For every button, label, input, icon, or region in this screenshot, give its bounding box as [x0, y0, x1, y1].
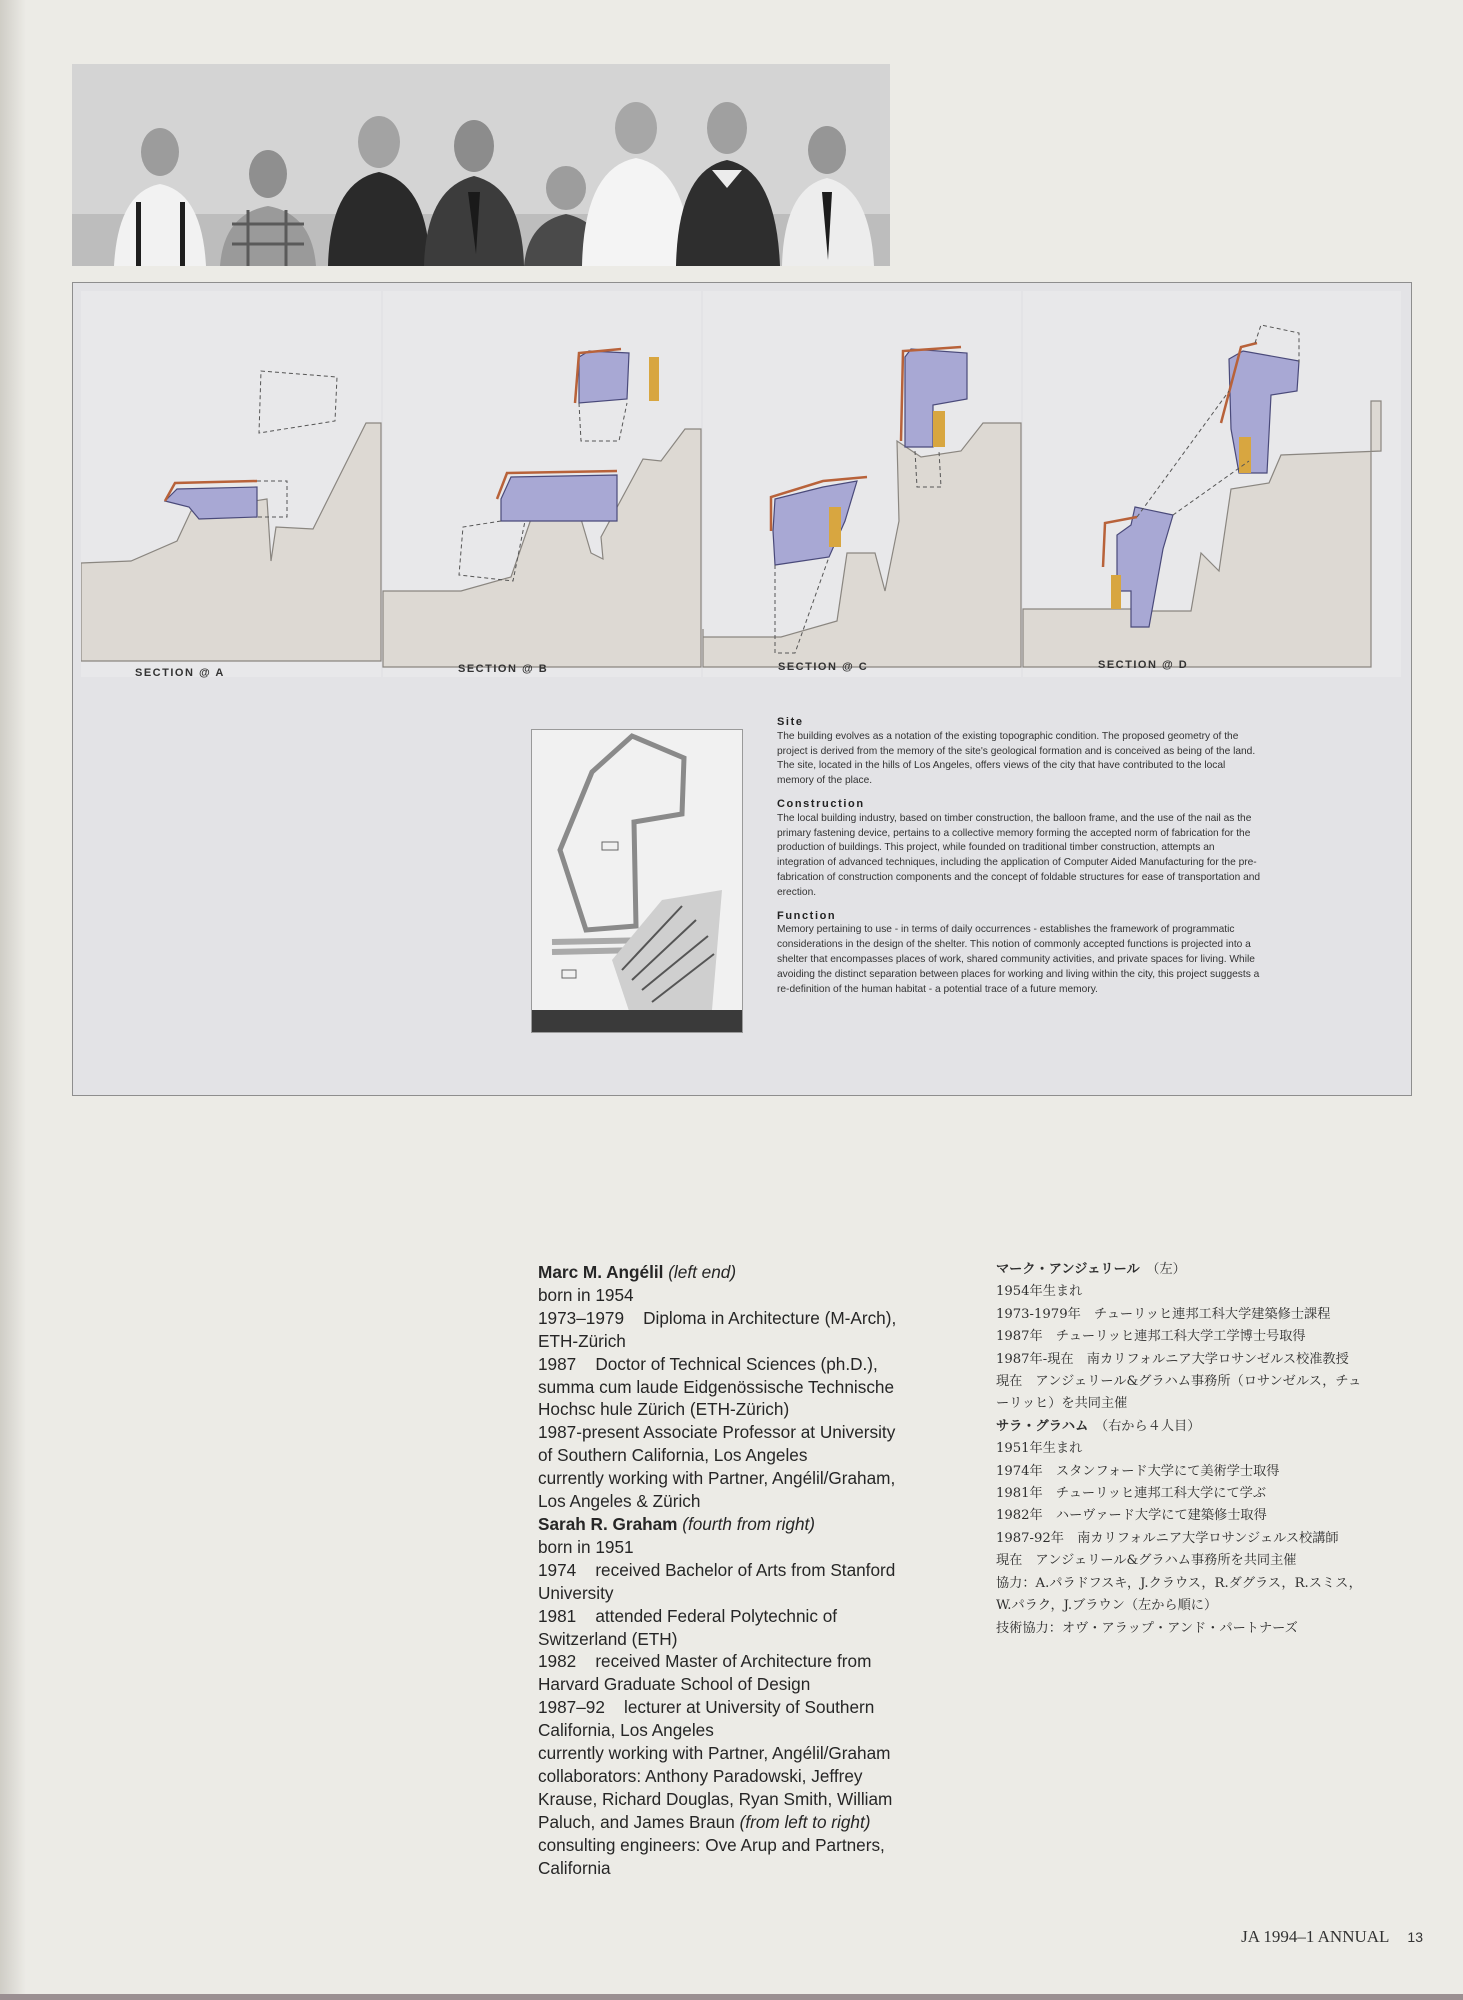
bio-jp-line: 1973-1979年 チューリッヒ連邦工科大学建築修士課程 [996, 1306, 1331, 1322]
section-d-label: SECTION @ D [1098, 659, 1189, 671]
function-heading: Function [777, 909, 837, 922]
bio-en-line: born in 1951 [538, 1536, 634, 1557]
bio-jp-line: 1982年 ハーヴァード大学にて建築修士取得 [996, 1508, 1267, 1524]
bio-note: (left end) [663, 1262, 737, 1282]
site-heading: Site [777, 716, 804, 728]
sections-strip [81, 291, 1401, 677]
section-c-label: SECTION @ C [778, 661, 869, 673]
bio-en-line [538, 1513, 958, 1536]
page-footer [1241, 1927, 1423, 1947]
bio-jp-line: 1987年 チューリッヒ連邦工科大学工学博士号取得 [996, 1329, 1306, 1345]
site-plan-image [531, 729, 743, 1033]
bio-jp-name-angelil: マーク・アンジェリール [996, 1262, 1140, 1277]
section-d-drawing [1023, 291, 1401, 677]
bio-note: (from left to right) [739, 1811, 871, 1832]
team-photo-illustration [72, 64, 890, 266]
bio-jp-line: 現在 アンジェリール&グラハム事務所を共同主催 [996, 1553, 1297, 1569]
bio-en-line: of Southern California, Los Angeles [538, 1445, 808, 1466]
site-text-1: The building evolves as a notation of the existing topographic condition. The proposed geometry of the project is derived from the memory of the site's geological formation and is conceived as being of the land. [777, 730, 1256, 757]
bio-jp-line: 1987年-現在 南カリフォルニア大学ロサンゼルス校准教授 [996, 1351, 1349, 1367]
project-description [777, 715, 1263, 1005]
bio-en-line: ETH-Zürich [538, 1330, 626, 1351]
section-c-drawing [703, 291, 1021, 677]
bio-jp-line: W.パラク，J.ブラウン（左から順に） [996, 1598, 1218, 1614]
bio-jp-line: 1974年 スタンフォード大学にて美術学士取得 [996, 1463, 1280, 1479]
bio-jp-line: 協力：A.パラドフスキ，J.クラウス，R.ダグラス，R.スミス， [996, 1575, 1362, 1591]
bio-en-line: 1987–92 lecturer at University of Southern [538, 1697, 875, 1718]
bio-en-line: 1973–1979 Diploma in Architecture (M-Arch), [538, 1307, 897, 1328]
bio-jp-note: （左） [1139, 1262, 1186, 1277]
bio-jp-line: ーリッヒ）を共同主催 [996, 1396, 1128, 1412]
bio-en-line: Los Angeles & Zürich [538, 1491, 701, 1512]
bio-jp-line: 現在 アンジェリール&グラハム事務所（ロサンゼルス，チュ [996, 1374, 1362, 1390]
section-drawings [81, 291, 1401, 677]
bio-en-line: Krause, Richard Douglas, Ryan Smith, William [538, 1788, 893, 1809]
bio-en-line: consulting engineers: Ove Arup and Partners, [538, 1834, 885, 1855]
section-b-label: SECTION @ B [458, 663, 549, 675]
biography-english [538, 1261, 958, 1879]
bio-text: Paluch, and James Braun [538, 1811, 740, 1832]
bio-jp-line: 1954年生まれ [996, 1284, 1083, 1300]
bio-en-line: Hochsc hule Zürich (ETH-Zürich) [538, 1399, 790, 1420]
bio-en-line: collaborators: Anthony Paradowski, Jeffrey [538, 1765, 863, 1786]
page-gutter [0, 0, 26, 2000]
site-text [777, 730, 1263, 789]
bio-name-angelil: Marc M. Angélil [538, 1262, 664, 1282]
bio-en-line: summa cum laude Eidgenössische Technische [538, 1376, 895, 1397]
site-text-2: The site, located in the hills of Los Angeles, offers views of the city that have contributed to the local memory of the place. [777, 760, 1226, 787]
bio-jp-line [996, 1416, 1426, 1438]
journal-title: JA 1994–1 ANNUAL [1241, 1927, 1390, 1946]
bio-jp-name-graham: サラ・グラハム [996, 1418, 1089, 1434]
bio-en-line: born in 1954 [538, 1284, 634, 1305]
bio-jp-note: （右から４人目） [1088, 1418, 1201, 1434]
bio-en-line: Harvard Graduate School of Design [538, 1674, 811, 1695]
bio-en-line: 1974 received Bachelor of Arts from Stanford [538, 1559, 896, 1580]
page-bottom-edge [0, 1994, 1463, 2000]
bio-jp-line: 技術協力：オヴ・アラップ・アンド・パートナーズ [996, 1620, 1298, 1636]
bio-en-line: 1987 Doctor of Technical Sciences (ph.D.), [538, 1353, 878, 1374]
bio-en-line: Switzerland (ETH) [538, 1628, 678, 1649]
bio-en-line: California [538, 1857, 611, 1878]
bio-en-line: California, Los Angeles [538, 1720, 714, 1741]
site-plan-drawing [532, 730, 742, 1032]
bio-jp-line: 1987-92年 南カリフォルニア大学ロサンジェルス校講師 [996, 1530, 1339, 1546]
bio-jp-line [996, 1259, 1426, 1281]
section-a-label: SECTION @ A [135, 667, 225, 679]
biography-japanese [996, 1259, 1426, 1640]
drawing-panel [72, 282, 1412, 1096]
bio-en-line: currently working with Partner, Angélil/Graham, [538, 1468, 896, 1489]
function-text: Memory pertaining to use - in terms of daily occurrences - establishes the framework of programmatic considerations in the design of the shelter. This notion of commonly accepted functions is projected into a shelter that encompasses places of work, shared community activities, and private spaces for living. While avoiding the distinct separation between places for working and living within the city, this project suggests a re-definition of the human habitat - a potential trace of a future memory. [777, 924, 1260, 995]
bio-jp-line: 1981年 チューリッヒ連邦工科大学にて学ぶ [996, 1486, 1267, 1502]
bio-en-line: 1982 received Master of Architecture from [538, 1651, 872, 1672]
bio-name-graham: Sarah R. Graham [538, 1513, 678, 1534]
bio-jp-line: 1951年生まれ [996, 1441, 1083, 1457]
bio-en-line: currently working with Partner, Angélil/Graham [538, 1743, 891, 1764]
section-b-drawing [383, 291, 701, 677]
construction-text: The local building industry, based on timber construction, the balloon frame, and the use of the nail as the primary fastening device, pertains to a collective memory forming the accepted norm of fabrication for the production of buildings. This project, while founded on traditional timber construction, attempts an integration of advanced techniques, including the application of Computer Aided Manufacturing for the pre-fabrication of construction components and the concept of foldable structures for ease of transportation and erection. [777, 812, 1261, 898]
bio-en-line [538, 1811, 958, 1834]
bio-en-line: University [538, 1582, 614, 1603]
team-photo [72, 64, 890, 266]
bio-en-line: 1987-present Associate Professor at University [538, 1422, 896, 1443]
bio-en-line: 1981 attended Federal Polytechnic of [538, 1605, 838, 1626]
construction-heading: Construction [777, 797, 865, 810]
bio-en-line [538, 1261, 958, 1284]
section-a-drawing [81, 291, 381, 677]
bio-note: (fourth from right) [677, 1513, 816, 1534]
page-number: 13 [1407, 1929, 1423, 1945]
